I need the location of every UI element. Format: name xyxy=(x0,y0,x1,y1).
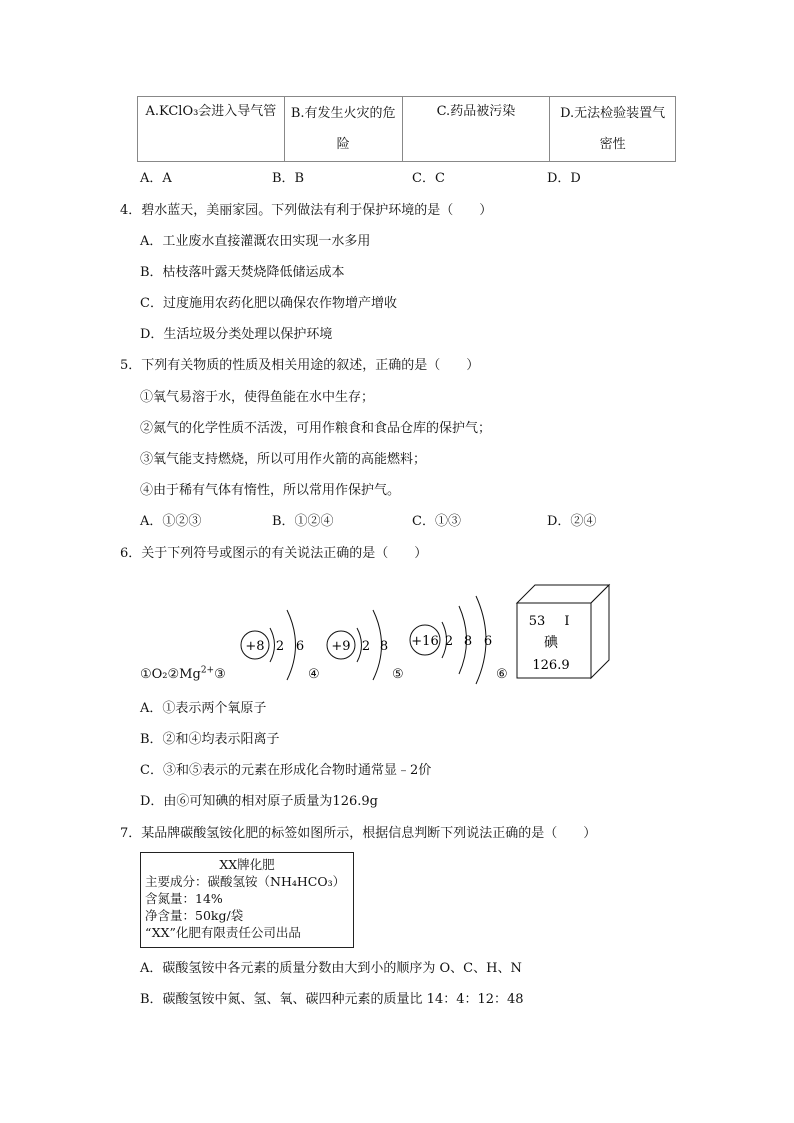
q6-symbols-line xyxy=(140,666,226,684)
q3-cell-b-line1: B.有发生火灾的危 xyxy=(290,106,396,121)
q7-stem: 7．某品牌碳酸氢铵化肥的标签如图所示，根据信息判断下列说法正确的是（ ） xyxy=(120,826,597,841)
element-symbol: I xyxy=(564,614,570,629)
label-line-ingredient: 主要成分：碳酸氢铵（NH₄HCO₃） xyxy=(145,874,346,889)
q5-stem: 5．下列有关物质的性质及相关用途的叙述，正确的是（ ） xyxy=(120,358,480,373)
q5-choice-b: B．①②④ xyxy=(272,514,334,529)
q3-cell-c: C.药品被污染 xyxy=(402,97,550,162)
shell-electrons: 2 xyxy=(275,639,285,654)
q4-stem: 4．碧水蓝天，美丽家园。下列做法有利于保护环境的是（ ） xyxy=(120,203,493,218)
q3-choice-b: B．B xyxy=(272,171,305,186)
electron-shell-arc xyxy=(357,628,362,662)
nucleus-charge: +16 xyxy=(411,634,439,649)
symbols-o2-mg: ①O₂②Mg xyxy=(140,667,201,682)
label-line-nitrogen: 含氮量：14% xyxy=(145,891,223,906)
q7-option-b: B．碳酸氢铵中氮、氢、氧、碳四种元素的质量比 14：4：12：48 xyxy=(140,992,524,1007)
q6-option-b: B．②和④均表示阳离子 xyxy=(140,732,280,747)
shell-electrons: 2 xyxy=(361,639,371,654)
shell-electrons: 2 xyxy=(444,634,454,649)
q5-statement-2: ②氮气的化学性质不活泼，可用作粮食和食品仓库的保护气； xyxy=(140,421,492,436)
fertilizer-label xyxy=(140,852,354,948)
mg-charge: 2+ xyxy=(200,665,215,676)
atom-structure-oxygen xyxy=(241,610,304,680)
relative-atomic-mass: 126.9 xyxy=(532,658,570,673)
q6-option-a: A．①表示两个氧原子 xyxy=(140,701,267,716)
electron-shell-arc xyxy=(287,610,296,680)
electron-shell-arc xyxy=(270,628,275,662)
q5-choice-c: C．①③ xyxy=(412,514,461,529)
q3-choice-c: C．C xyxy=(412,171,445,186)
atom-structure-fluorine xyxy=(327,610,388,680)
diagram-label-5: ⑤ xyxy=(392,667,404,682)
q3-choice-d: D．D xyxy=(547,171,581,186)
nucleus-charge: +9 xyxy=(331,639,351,654)
nucleus-charge: +8 xyxy=(245,639,265,654)
q7-option-a: A．碳酸氢铵中各元素的质量分数由大到小的顺序为 O、C、H、N xyxy=(140,961,522,976)
diagram-label-4: ④ xyxy=(308,667,320,682)
q4-option-d: D．生活垃圾分类处理以保护环境 xyxy=(140,327,333,342)
shell-electrons: 6 xyxy=(483,634,493,649)
q3-choice-a: A．A xyxy=(140,171,172,186)
element-name: 碘 xyxy=(544,635,558,651)
q5-choice-d: D．②④ xyxy=(547,514,597,529)
q4-option-c: C．过度施用农药化肥以确保农作物增产增收 xyxy=(140,296,397,311)
q3-cell-d-line2: 密性 xyxy=(599,137,626,152)
shell-electrons: 8 xyxy=(379,639,389,654)
shell-electrons: 8 xyxy=(463,634,473,649)
q5-statement-3: ③氧气能支持燃烧，所以可用作火箭的高能燃料； xyxy=(140,452,427,467)
diagram-label-6: ⑥ xyxy=(496,667,508,682)
periodic-element-box xyxy=(517,585,609,678)
q3-cell-a: A.KClO₃会进入导气管 xyxy=(138,97,285,162)
shell-electrons: 6 xyxy=(295,639,305,654)
q6-option-d: D．由⑥可知碘的相对原子质量为126.9g xyxy=(140,794,378,809)
q4-option-b: B．枯枝落叶露天焚烧降低储运成本 xyxy=(140,265,345,280)
symbol-3: ③ xyxy=(214,667,226,682)
q6-option-c: C．③和⑤表示的元素在形成化合物时通常显﹣2价 xyxy=(140,763,432,778)
atom-structure-sulfur xyxy=(410,596,492,684)
q5-statement-4: ④由于稀有气体有惰性，所以常用作保护气。 xyxy=(140,483,401,498)
q6-stem: 6．关于下列符号或图示的有关说法正确的是（ ） xyxy=(120,546,428,561)
atomic-number: 53 xyxy=(528,614,546,629)
q5-choice-a: A．①②③ xyxy=(140,514,202,529)
q5-statement-1: ①氧气易溶于水，使得鱼能在水中生存； xyxy=(140,390,375,405)
label-line-net-content: 净含量：50kg/袋 xyxy=(145,908,244,923)
q3-cell-b-line2: 险 xyxy=(336,137,350,152)
q3-cell-d-line1: D.无法检验装置气 xyxy=(560,106,666,121)
label-line-manufacturer: “XX”化肥有限责任公司出品 xyxy=(145,925,301,940)
q4-option-a: A．工业废水直接灌溉农田实现一水多用 xyxy=(140,234,371,249)
label-title: XX牌化肥 xyxy=(219,857,275,872)
